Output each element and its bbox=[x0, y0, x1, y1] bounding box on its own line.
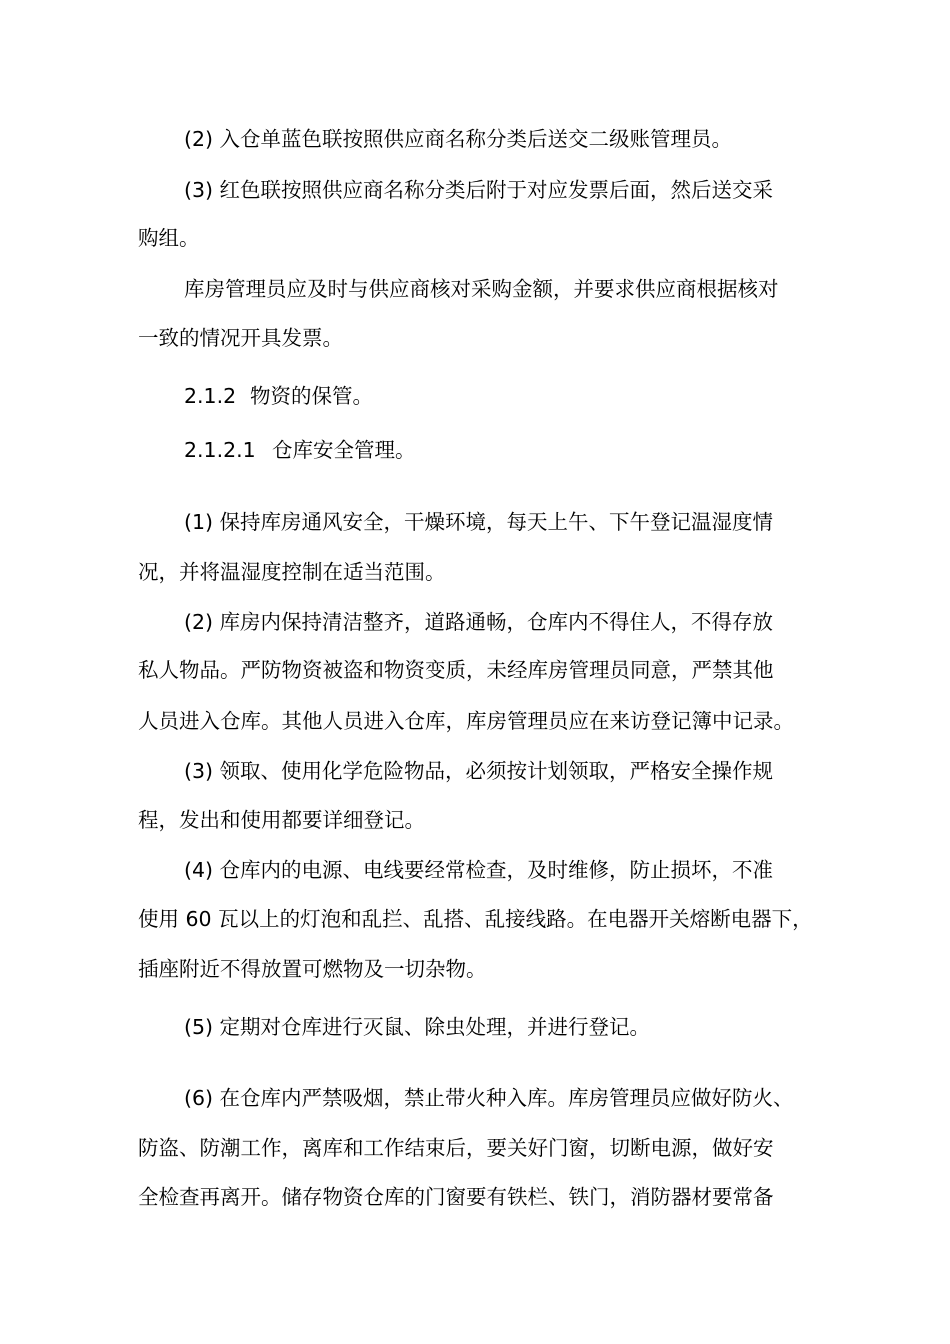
paragraph-line: (1) 保持库房通风安全，干燥环境，每天上午、下午登记温湿度情 bbox=[184, 510, 774, 534]
heading-number: 2.1.2 bbox=[184, 384, 237, 408]
paragraph-line: 购组。 bbox=[138, 226, 200, 250]
paragraph-line: (2) 入仓单蓝色联按照供应商名称分类后送交二级账管理员。 bbox=[184, 127, 733, 151]
paragraph-line: 使用 60 瓦以上的灯泡和乱拦、乱搭、乱接线路。在电器开关熔断电器下， bbox=[138, 907, 813, 931]
section-heading bbox=[184, 436, 864, 464]
paragraph-line: 私人物品。严防物资被盗和物资变质，未经库房管理员同意，严禁其他 bbox=[138, 658, 774, 682]
paragraph-line: (2) 库房内保持清洁整齐，道路通畅，仓库内不得住人，不得存放 bbox=[184, 610, 774, 634]
heading-number: 2.1.2.1 bbox=[184, 438, 256, 462]
paragraph-line: 程，发出和使用都要详细登记。 bbox=[138, 808, 425, 832]
paragraph-line: 全检查再离开。储存物资仓库的门窗要有铁栏、铁门，消防器材要常备 bbox=[138, 1185, 774, 1209]
paragraph-line: 人员进入仓库。其他人员进入仓库，库房管理员应在来访登记簿中记录。 bbox=[138, 709, 794, 733]
section-heading bbox=[184, 382, 864, 410]
paragraph-line: 况，并将温湿度控制在适当范围。 bbox=[138, 560, 446, 584]
paragraph-line: 防盗、防潮工作，离库和工作结束后，要关好门窗，切断电源，做好安 bbox=[138, 1136, 774, 1160]
paragraph-line: 库房管理员应及时与供应商核对采购金额，并要求供应商根据核对 bbox=[184, 277, 779, 301]
heading-title: 仓库安全管理。 bbox=[272, 438, 416, 462]
paragraph-line: (3) 领取、使用化学危险物品，必须按计划领取，严格安全操作规 bbox=[184, 759, 774, 783]
paragraph-line: (6) 在仓库内严禁吸烟，禁止带火种入库。库房管理员应做好防火、 bbox=[184, 1086, 794, 1110]
heading-title: 物资的保管。 bbox=[250, 384, 373, 408]
paragraph-line: 插座附近不得放置可燃物及一切杂物。 bbox=[138, 957, 487, 981]
paragraph-line: 一致的情况开具发票。 bbox=[138, 326, 343, 350]
paragraph-line: (5) 定期对仓库进行灭鼠、除虫处理，并进行登记。 bbox=[184, 1015, 651, 1039]
paragraph-line: (4) 仓库内的电源、电线要经常检查，及时维修，防止损坏，不准 bbox=[184, 858, 774, 882]
paragraph-line: (3) 红色联按照供应商名称分类后附于对应发票后面，然后送交采 bbox=[184, 178, 774, 202]
